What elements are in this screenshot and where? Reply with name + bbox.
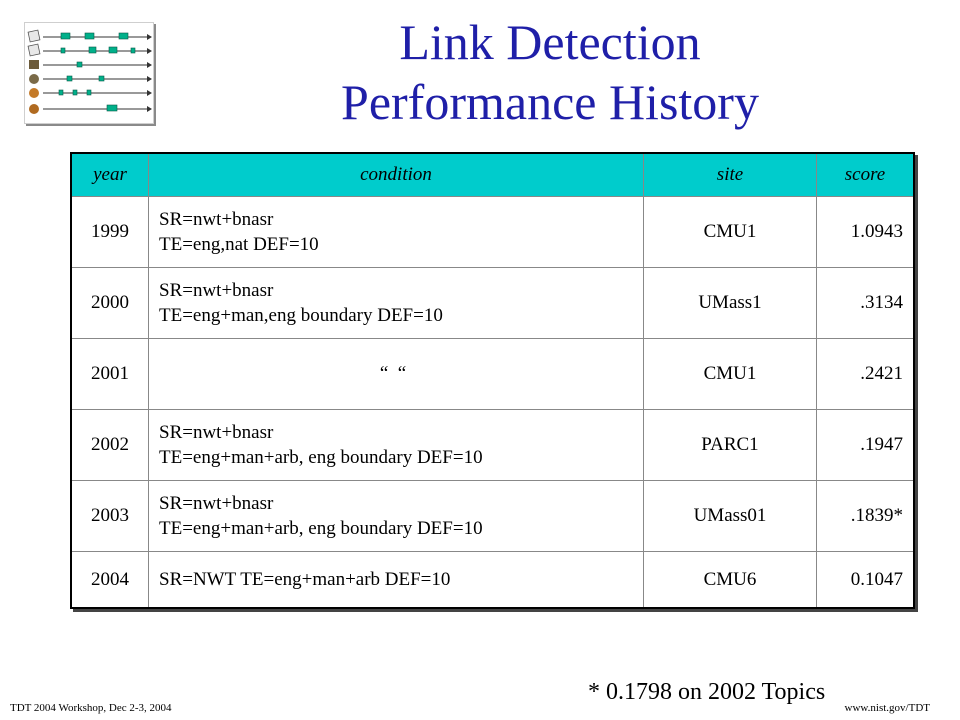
performance-table-container xyxy=(70,152,915,609)
condition-line: SR=nwt+bnasr xyxy=(159,208,274,230)
year-cell: 1999 xyxy=(72,197,149,268)
score-cell: .3134 xyxy=(817,268,914,339)
condition-cell xyxy=(149,268,644,339)
condition-cell xyxy=(149,481,644,552)
year-cell: 2001 xyxy=(72,339,149,410)
site-cell: PARC1 xyxy=(644,410,817,481)
header-site: site xyxy=(644,154,817,197)
table-row xyxy=(72,339,913,410)
header-condition: condition xyxy=(149,154,644,197)
condition-line: TE=eng,nat DEF=10 xyxy=(159,234,319,255)
header-score: score xyxy=(817,154,914,197)
condition-ditto: “ “ xyxy=(379,363,407,385)
page-title xyxy=(250,12,850,132)
tdt-logo xyxy=(24,22,154,124)
performance-table xyxy=(72,154,913,607)
table-header-row xyxy=(72,154,913,197)
condition-line: SR=nwt+bnasr xyxy=(159,421,274,443)
score-cell: .1947 xyxy=(817,410,914,481)
year-cell: 2004 xyxy=(72,552,149,608)
site-cell: CMU1 xyxy=(644,197,817,268)
condition-line: SR=nwt+bnasr xyxy=(159,279,274,301)
condition-line: TE=eng+man+arb, eng boundary DEF=10 xyxy=(159,447,483,468)
year-cell: 2000 xyxy=(72,268,149,339)
score-cell: .2421 xyxy=(817,339,914,410)
condition-line: SR=nwt+bnasr xyxy=(159,492,274,514)
tdt-timeline-logo-icon xyxy=(25,23,153,123)
year-cell: 2003 xyxy=(72,481,149,552)
score-cell: .1839* xyxy=(817,481,914,552)
condition-line: SR=NWT TE=eng+man+arb DEF=10 xyxy=(159,568,451,590)
site-cell: CMU6 xyxy=(644,552,817,608)
page-title-line2: Performance History xyxy=(341,74,759,130)
table-row xyxy=(72,197,913,268)
page-title-line1: Link Detection xyxy=(399,14,701,70)
table-row xyxy=(72,268,913,339)
condition-cell xyxy=(149,552,644,608)
table-row xyxy=(72,552,913,608)
condition-line: TE=eng+man+arb, eng boundary DEF=10 xyxy=(159,518,483,539)
year-cell: 2002 xyxy=(72,410,149,481)
table-row xyxy=(72,481,913,552)
condition-line: TE=eng+man,eng boundary DEF=10 xyxy=(159,305,443,326)
footer-workshop: TDT 2004 Workshop, Dec 2-3, 2004 xyxy=(10,702,172,714)
score-cell: 1.0943 xyxy=(817,197,914,268)
score-cell: 0.1047 xyxy=(817,552,914,608)
condition-cell xyxy=(149,339,644,410)
condition-cell xyxy=(149,197,644,268)
header-year: year xyxy=(72,154,149,197)
site-cell: UMass1 xyxy=(644,268,817,339)
site-cell: CMU1 xyxy=(644,339,817,410)
site-cell: UMass01 xyxy=(644,481,817,552)
footnote: * 0.1798 on 2002 Topics xyxy=(588,679,826,705)
table-row xyxy=(72,410,913,481)
footer-url: www.nist.gov/TDT xyxy=(844,702,930,714)
condition-cell xyxy=(149,410,644,481)
